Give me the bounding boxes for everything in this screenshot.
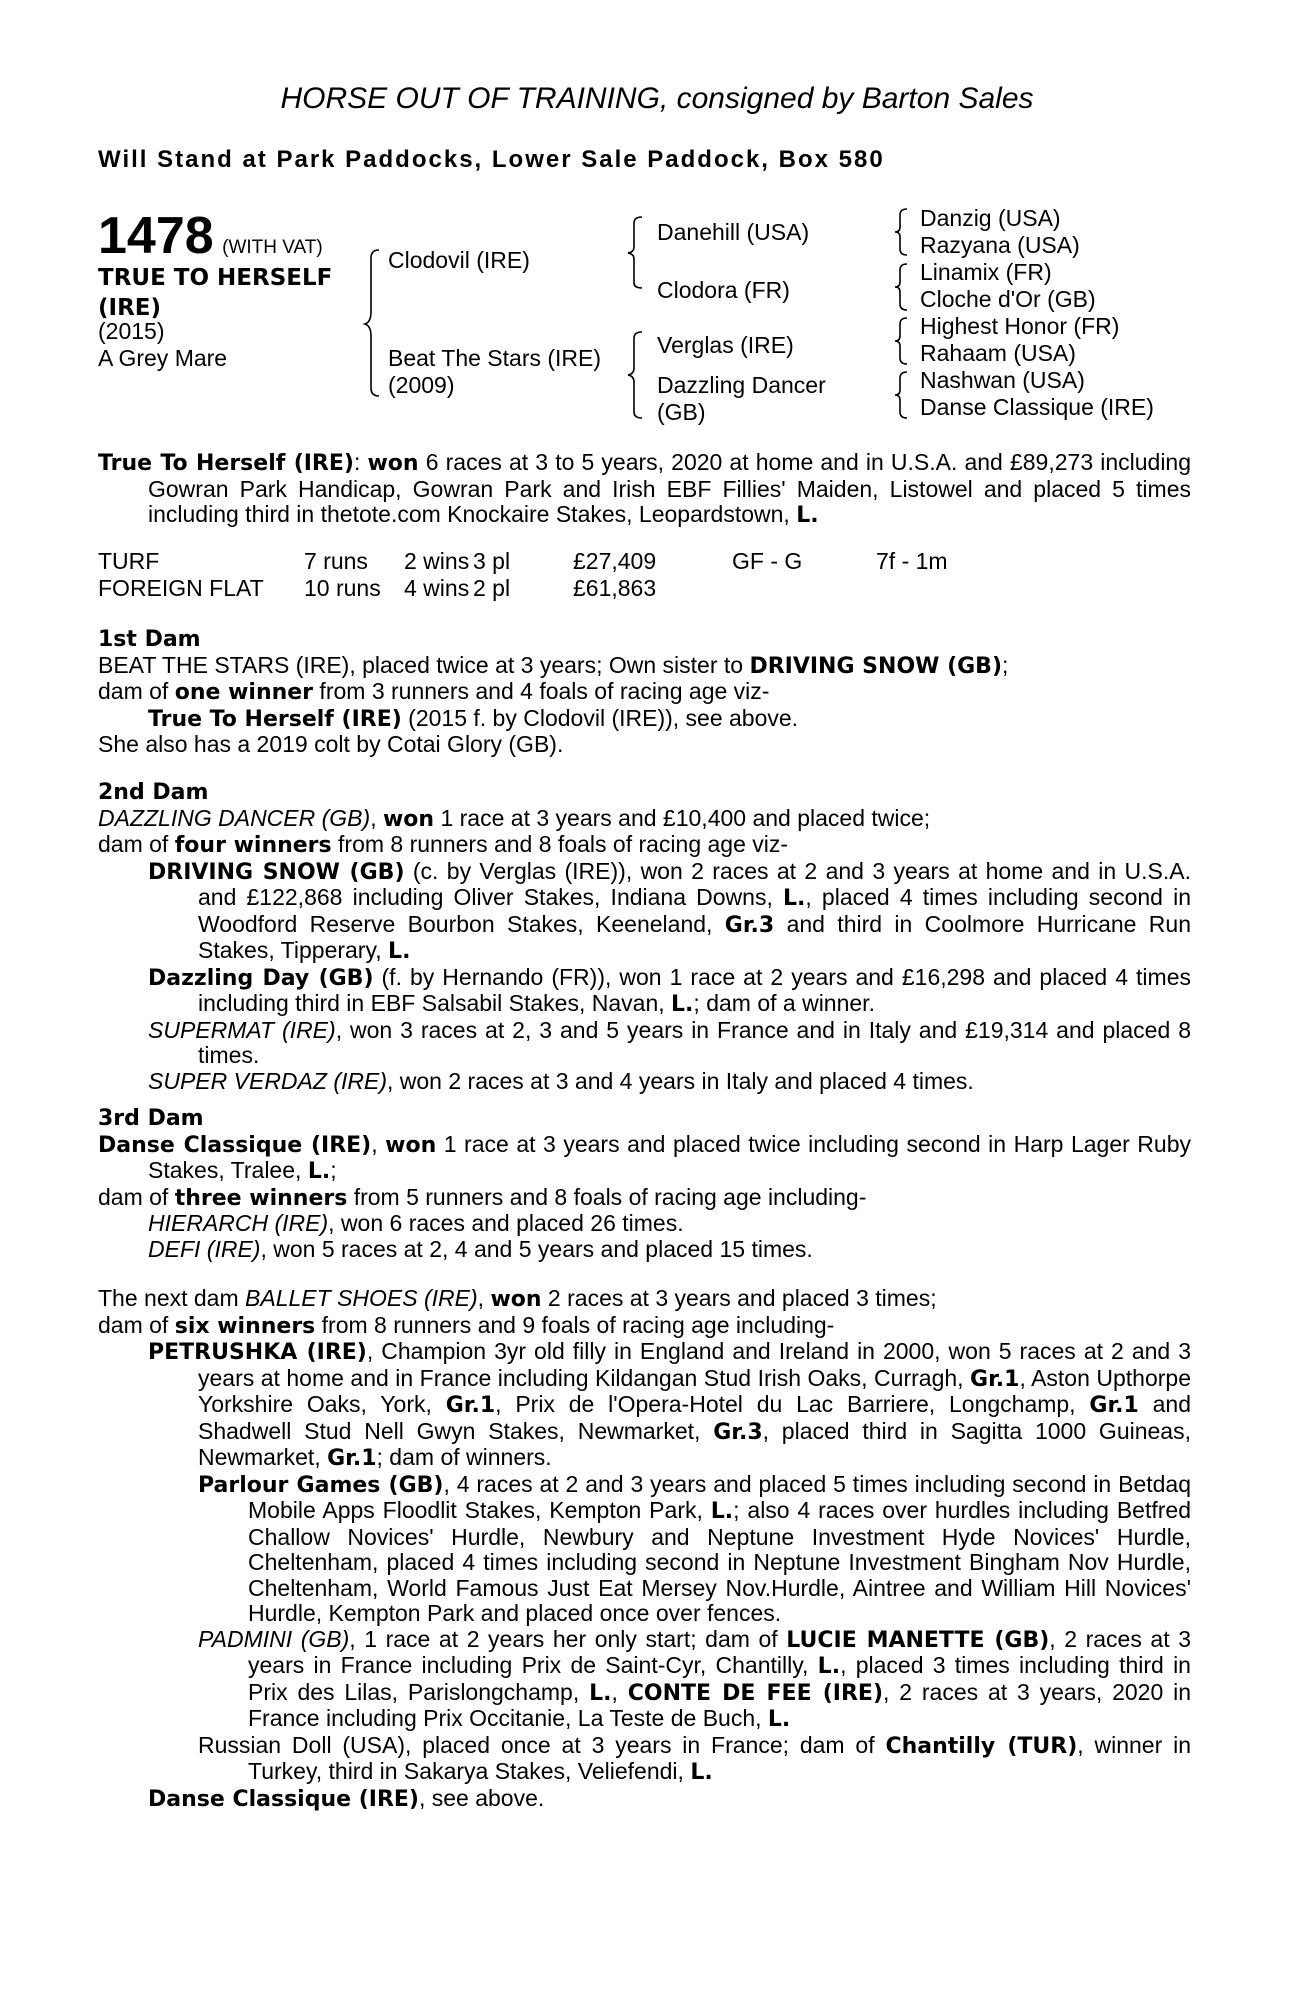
race-summary: True To Herself (IRE): won 6 races at 3 to 5 years, 2020 at home and in U.S.A. and £89,273 including Gowran Park Handicap, Gowran Park and Irish EBF Fillies' Maiden, Listowel and placed 5 times including third in thetote.com Knockaire Stakes, Leopardstown, L.: [98, 449, 1192, 528]
g-brace-2: [895, 262, 911, 312]
vat-label: (WITH VAT): [222, 237, 323, 258]
lot-number: 1478: [98, 207, 214, 265]
second-dam-heading: 2nd Dam: [98, 780, 209, 805]
pedigree-dd: [657, 372, 826, 426]
horse-name-line2: (IRE): [98, 295, 162, 321]
horse-name: [98, 263, 332, 323]
pedigree-dss: Highest Honor (FR): [920, 313, 1120, 339]
pedigree-dd-name: Dazzling Dancer: [657, 372, 826, 398]
horse-description: A Grey Mare: [98, 345, 228, 371]
page-title: HORSE OUT OF TRAINING, consigned by Barton Sales: [280, 82, 1034, 115]
summary-text: 6 races at 3 to 5 years, 2020 at home and in U.S.A. and £89,273 including Gowran Park Handicap, Gowran Park and Irish EBF Fillies' Maiden, Listowel and placed 5 times including third in thetote.com Knockaire Stakes, Leopardstown,: [148, 449, 1192, 527]
summary-horse-name: True To Herself (IRE): [98, 451, 354, 476]
pedigree-dd-origin: (GB): [657, 399, 706, 425]
horse-year: (2015): [98, 318, 165, 344]
g-brace-1: [895, 207, 911, 257]
first-dam-section: 1st Dam BEAT THE STARS (IRE), placed twice at 3 years; Own sister to DRIVING SNOW (GB); dam of one winner from 3 runners and 4 foals of racing age viz- True To Herself (IRE) (2015 f. by Clodovil (IRE)), see above. She also has a 2019 colt by Cotai Glory (GB).: [98, 627, 1191, 758]
second-dam-section: 2nd Dam DAZZLING DANCER (GB), won 1 race at 3 years and £10,400 and placed twice; dam of four winners from 8 runners and 8 foals of racing age viz- DRIVING SNOW (GB) (c. by Verglas (IRE)), won 2 races at 2 and 3 years at home and in U.S.A. and £122,868 including Oliver Stakes, Indiana Downs, L., placed 4 times including second in Woodford Reserve Bourbon Stakes, Keeneland, Gr.3 and third in Coolmore Hurricane Run Stakes, Tipperary, L. Dazzling Day (GB) (f. by Hernando (FR)), won 1 race at 2 years and £16,298 and placed 4 times including third in EBF Salsabil Stakes, Navan, L.; dam of a winner. SUPERMAT (IRE), won 3 races at 2, 3 and 5 years in France and in Italy and £19,314 and placed 8 times. SUPER VERDAZ (IRE), won 2 races at 3 and 4 years in Italy and placed 4 times.: [98, 780, 1191, 1094]
dam-brace: [628, 330, 648, 420]
pedigree-sds: Linamix (FR): [920, 259, 1052, 285]
location-subtitle: Will Stand at Park Paddocks, Lower Sale Paddock, Box 580: [98, 146, 885, 173]
sire-brace: [628, 215, 648, 290]
pedigree-dam-year: (2009): [388, 372, 455, 398]
pedigree-dds: Nashwan (USA): [920, 367, 1085, 393]
pedigree-grand-ancestors: [920, 205, 1154, 421]
summary-won: won: [367, 451, 419, 476]
horse-name-line1: TRUE TO HERSELF: [98, 265, 333, 291]
pedigree-sdd: Cloche d'Or (GB): [920, 286, 1096, 312]
next-dam-section: The next dam BALLET SHOES (IRE), won 2 races at 3 years and placed 3 times; dam of six winners from 8 runners and 9 foals of racing age including- PETRUSHKA (IRE), Champion 3yr old filly in England and Ireland in 2000, won 5 races at 2 and 3 years at home and in France including Kildangan Stud Irish Oaks, Curragh, Gr.1, Aston Upthorpe Yorkshire Oaks, York, Gr.1, Prix de l'Opera-Hotel du Lac Barriere, Longchamp, Gr.1 and Shadwell Stud Nell Gwyn Stakes, Newmarket, Gr.3, placed third in Sagitta 1000 Guineas, Newmarket, Gr.1; dam of winners. Parlour Games (GB), 4 races at 2 and 3 years and placed 5 times including second in Betdaq Mobile Apps Floodlit Stakes, Kempton Park, L.; also 4 races over hurdles including Betfred Challow Novices' Hurdle, Newbury and Neptune Investment Hyde Novices' Hurdle, Cheltenham, placed 4 times including second in Neptune Investment Bingham Nov Hurdle, Cheltenham, World Famous Just Eat Mersey Nov.Hurdle, Aintree and William Hill Novices' Hurdle, Kempton Park and placed once over fences. PADMINI (GB), 1 race at 2 years her only start; dam of LUCIE MANETTE (GB), 2 races at 3 years in France including Prix de Saint-Cyr, Chantilly, L., placed 3 times including third in Prix des Lilas, Parislongchamp, L., CONTE DE FEE (IRE), 2 races at 3 years, 2020 in France including Prix Occitanie, La Teste de Buch, L. Russian Doll (USA), placed once at 3 years in France; dam of Chantilly (TUR), winner in Turkey, third in Sakarya Stakes, Veliefendi, L. Danse Classique (IRE), see above.: [98, 1285, 1192, 1812]
pedigree-ss: Danehill (USA): [657, 219, 810, 245]
lot-number-row: [98, 206, 323, 266]
stats-row-turf: TURF 7 runs 2 wins 3 pl £27,409 GF - G 7f - 1m: [98, 548, 948, 574]
pedigree-dsd: Rahaam (USA): [920, 340, 1076, 366]
g-brace-4: [895, 370, 911, 420]
pedigree-dam: [388, 345, 601, 399]
pedigree-ds: Verglas (IRE): [657, 332, 794, 358]
third-dam-section: 3rd Dam Danse Classique (IRE), won 1 race at 3 years and placed twice including second in Harp Lager Ruby Stakes, Tralee, L.; dam of three winners from 5 runners and 8 foals of racing age including- HIERARCH (IRE), won 6 races and placed 26 times. DEFI (IRE), won 5 races at 2, 4 and 5 years and placed 15 times.: [98, 1106, 1191, 1262]
pedigree-ssd: Razyana (USA): [920, 232, 1080, 258]
first-dam-heading: 1st Dam: [98, 627, 201, 652]
stats-row-foreign: FOREIGN FLAT 10 runs 4 wins 2 pl £61,863: [98, 575, 657, 601]
pedigree-sss: Danzig (USA): [920, 205, 1061, 231]
pedigree-ddd: Danse Classique (IRE): [920, 394, 1154, 420]
third-dam-heading: 3rd Dam: [98, 1106, 204, 1131]
pedigree-sire: Clodovil (IRE): [388, 247, 530, 273]
g-brace-3: [895, 316, 911, 366]
stats-table: [98, 548, 1098, 602]
sire-dam-brace: [365, 248, 385, 398]
pedigree-sd: Clodora (FR): [657, 277, 790, 303]
pedigree-dam-name: Beat The Stars (IRE): [388, 345, 602, 371]
